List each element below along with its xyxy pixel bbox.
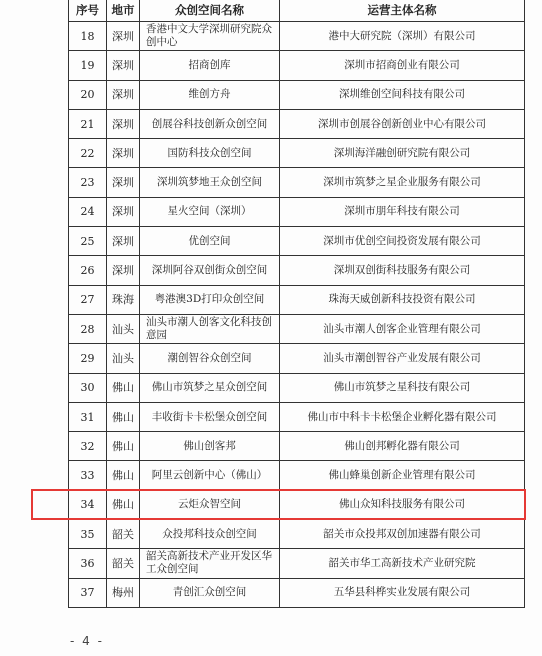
header-city: 地市	[107, 0, 140, 22]
row-name: 深圳筑梦地王众创空间	[140, 168, 280, 197]
row-city: 汕头	[107, 314, 140, 343]
row-name: 众投邦科技众创空间	[140, 520, 280, 549]
row-name: 维创方舟	[140, 80, 280, 109]
table-row	[69, 227, 525, 256]
row-operator: 珠海天威创新科技投资有限公司	[280, 285, 525, 314]
row-no: 27	[69, 285, 107, 314]
row-no: 26	[69, 256, 107, 285]
table-row	[69, 520, 525, 549]
row-operator: 佛山蜂巢创新企业管理有限公司	[280, 461, 525, 490]
row-name: 韶关高新技术产业开发区华工众创空间	[140, 549, 280, 578]
row-city: 佛山	[107, 402, 140, 431]
row-no: 19	[69, 51, 107, 80]
row-city: 深圳	[107, 109, 140, 138]
row-no: 31	[69, 402, 107, 431]
row-name: 香港中文大学深圳研究院众创中心	[140, 22, 280, 51]
table-row	[69, 109, 525, 138]
row-name: 星火空间（深圳）	[140, 197, 280, 226]
row-city: 深圳	[107, 51, 140, 80]
row-no: 37	[69, 578, 107, 607]
row-city: 深圳	[107, 256, 140, 285]
table-header-row	[69, 0, 525, 22]
row-operator: 深圳双创街科技服务有限公司	[280, 256, 525, 285]
row-operator: 深圳市朋年科技有限公司	[280, 197, 525, 226]
row-name: 佛山市筑梦之星众创空间	[140, 373, 280, 402]
row-operator: 深圳市招商创业有限公司	[280, 51, 525, 80]
row-name: 佛山创客邦	[140, 432, 280, 461]
row-operator: 深圳维创空间科技有限公司	[280, 80, 525, 109]
row-operator: 汕头市潮人创客企业管理有限公司	[280, 314, 525, 343]
row-operator: 佛山市筑梦之星科技有限公司	[280, 373, 525, 402]
row-no: 36	[69, 549, 107, 578]
row-city: 深圳	[107, 227, 140, 256]
table-row	[69, 402, 525, 431]
row-name: 云炬众智空间	[140, 490, 280, 519]
row-no: 18	[69, 22, 107, 51]
row-city: 佛山	[107, 461, 140, 490]
row-name: 创展谷科技创新众创空间	[140, 109, 280, 138]
page-number: - 4 -	[70, 634, 104, 648]
incubator-table	[68, 0, 525, 608]
table-row	[69, 578, 525, 607]
table-row	[69, 344, 525, 373]
header-operator: 运营主体名称	[280, 0, 525, 22]
row-name: 招商创库	[140, 51, 280, 80]
row-operator: 港中大研究院（深圳）有限公司	[280, 22, 525, 51]
row-name: 丰收街卡卡松堡众创空间	[140, 402, 280, 431]
table-row	[69, 139, 525, 168]
row-name: 青创汇众创空间	[140, 578, 280, 607]
row-city: 珠海	[107, 285, 140, 314]
row-name: 汕头市潮人创客文化科技创意园	[140, 314, 280, 343]
row-operator: 汕头市潮创智谷产业发展有限公司	[280, 344, 525, 373]
row-city: 韶关	[107, 549, 140, 578]
row-city: 深圳	[107, 22, 140, 51]
row-operator: 五华县科桦实业发展有限公司	[280, 578, 525, 607]
row-name: 阿里云创新中心（佛山）	[140, 461, 280, 490]
row-operator: 深圳市筑梦之星企业服务有限公司	[280, 168, 525, 197]
row-name: 潮创智谷众创空间	[140, 344, 280, 373]
row-no: 33	[69, 461, 107, 490]
row-operator: 佛山众知科技服务有限公司	[280, 490, 525, 519]
row-operator: 深圳市创展谷创新创业中心有限公司	[280, 109, 525, 138]
row-no: 35	[69, 520, 107, 549]
row-name: 粤港澳3D打印众创空间	[140, 285, 280, 314]
row-operator: 深圳海洋融创研究院有限公司	[280, 139, 525, 168]
row-no: 34	[69, 490, 107, 519]
row-no: 28	[69, 314, 107, 343]
row-name: 优创空间	[140, 227, 280, 256]
table-row	[69, 80, 525, 109]
row-no: 29	[69, 344, 107, 373]
row-city: 佛山	[107, 432, 140, 461]
row-no: 30	[69, 373, 107, 402]
table-row	[69, 461, 525, 490]
table-row	[69, 22, 525, 51]
row-city: 深圳	[107, 197, 140, 226]
row-operator: 韶关市华工高新技术产业研究院	[280, 549, 525, 578]
table-row	[69, 285, 525, 314]
table-body	[69, 22, 525, 608]
row-city: 深圳	[107, 80, 140, 109]
row-city: 佛山	[107, 373, 140, 402]
row-no: 25	[69, 227, 107, 256]
table-row	[69, 549, 525, 578]
table-row	[69, 197, 525, 226]
row-name: 深圳阿谷双创街众创空间	[140, 256, 280, 285]
table-row	[69, 51, 525, 80]
row-operator: 佛山创邦孵化器有限公司	[280, 432, 525, 461]
table-row	[69, 168, 525, 197]
row-operator: 佛山市中科卡卡松堡企业孵化器有限公司	[280, 402, 525, 431]
row-operator: 韶关市众投邦双创加速器有限公司	[280, 520, 525, 549]
row-no: 22	[69, 139, 107, 168]
table-row	[69, 314, 525, 343]
table-row	[69, 490, 525, 519]
row-city: 深圳	[107, 168, 140, 197]
row-operator: 深圳市优创空间投资发展有限公司	[280, 227, 525, 256]
row-no: 32	[69, 432, 107, 461]
table-row	[69, 256, 525, 285]
row-city: 韶关	[107, 520, 140, 549]
header-no: 序号	[69, 0, 107, 22]
row-no: 21	[69, 109, 107, 138]
row-no: 20	[69, 80, 107, 109]
row-no: 23	[69, 168, 107, 197]
row-city: 梅州	[107, 578, 140, 607]
table-row	[69, 373, 525, 402]
table-row	[69, 432, 525, 461]
row-no: 24	[69, 197, 107, 226]
row-city: 深圳	[107, 139, 140, 168]
row-name: 国防科技众创空间	[140, 139, 280, 168]
row-city: 佛山	[107, 490, 140, 519]
header-name: 众创空间名称	[140, 0, 280, 22]
row-city: 汕头	[107, 344, 140, 373]
